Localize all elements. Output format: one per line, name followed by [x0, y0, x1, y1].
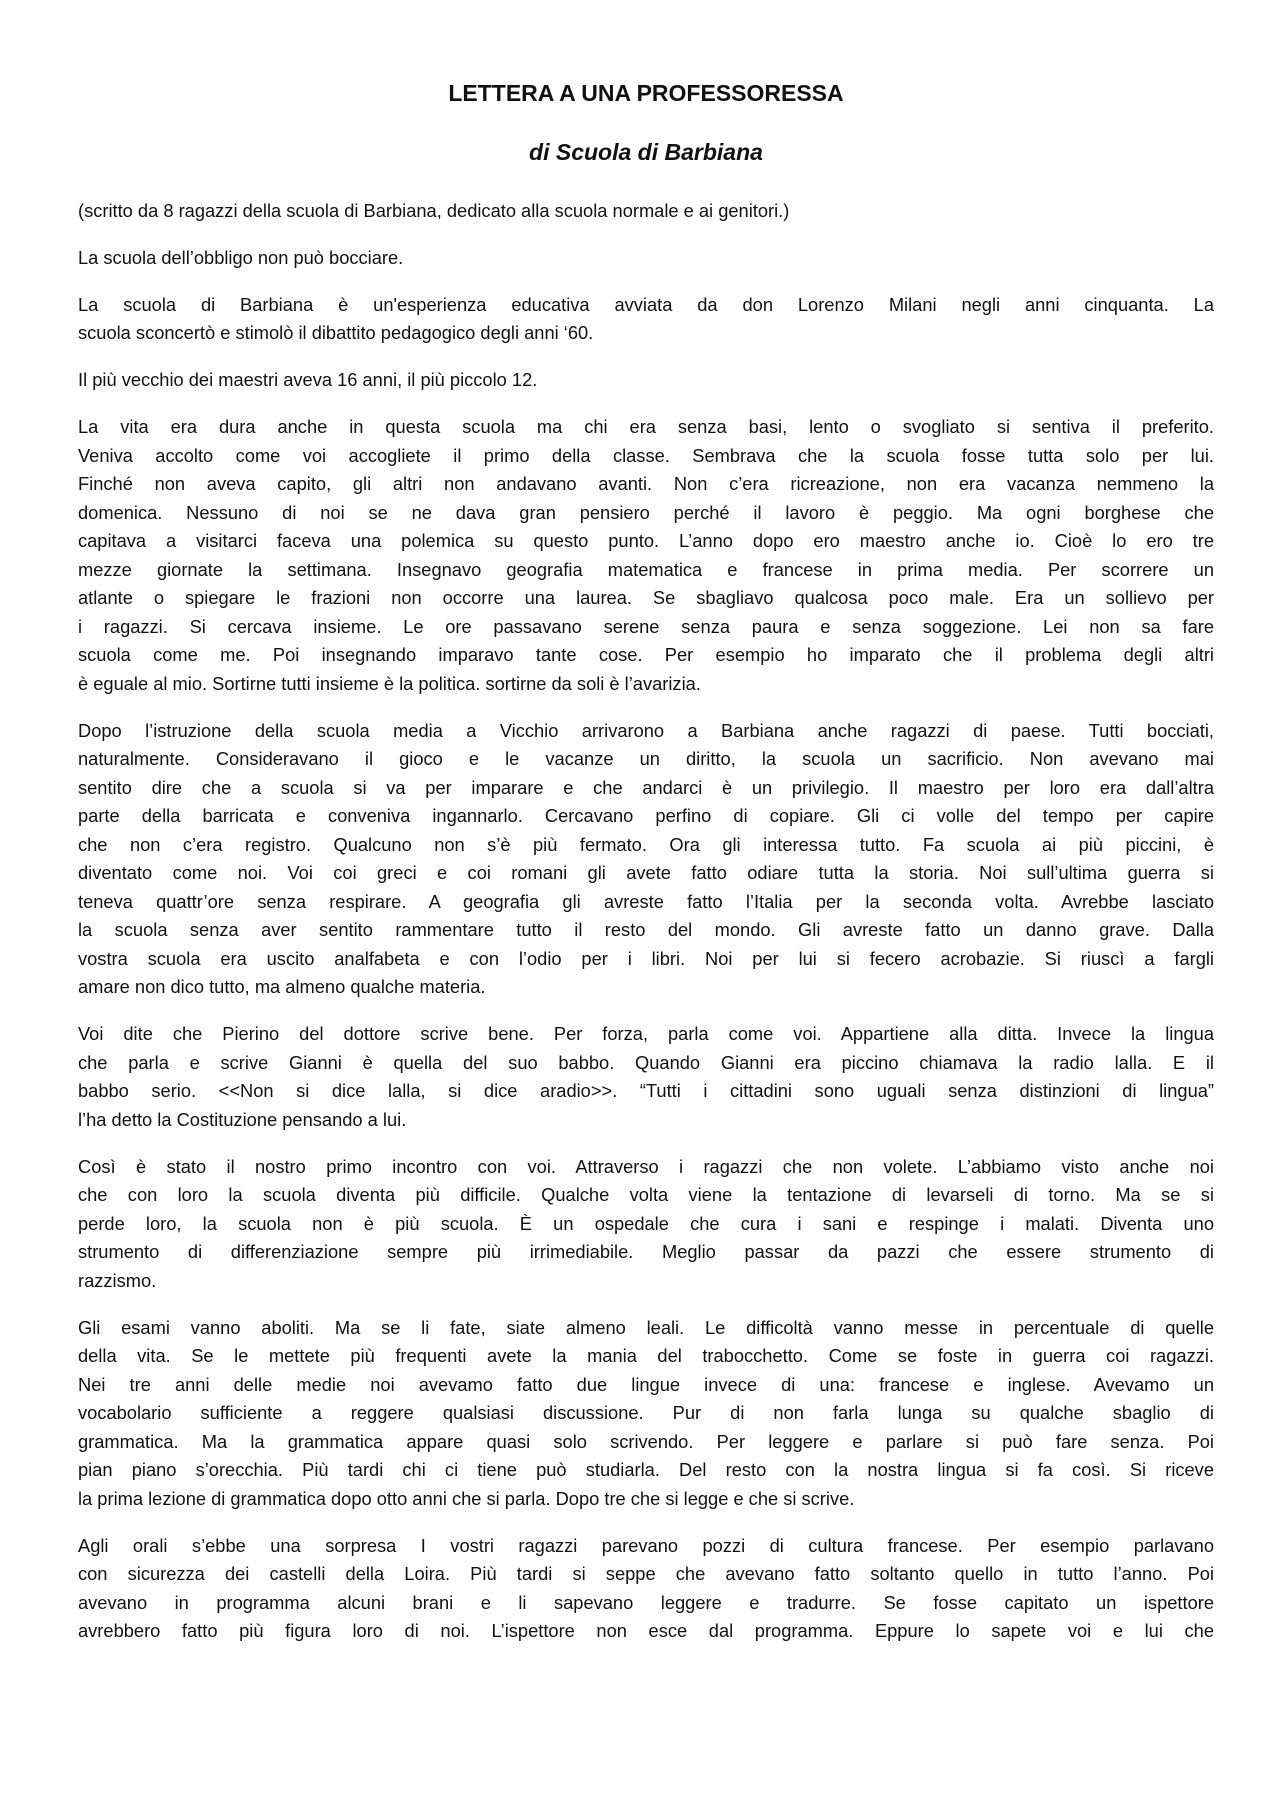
- text-line: Gli esami vanno aboliti. Ma se li fate, siate almeno leali. Le difficoltà vanno messe in percentuale di quelle: [78, 1316, 1214, 1338]
- text-line: avrebbero fatto più figura loro di noi. L’ispettore non esce dal programma. Eppure lo sapete voi e lui che: [78, 1620, 1214, 1642]
- text-line: sentito dire che a scuola si va per imparare e che andarci è un privilegio. Il maestro per loro era dall’altra: [78, 776, 1214, 798]
- document-page: [78, 0, 1214, 1664]
- text-line: (scritto da 8 ragazzi della scuola di Barbiana, dedicato alla scuola normale e ai genitori.): [78, 199, 790, 221]
- text-line: pian piano s’orecchia. Più tardi chi ci tiene può studiarla. Del resto con la nostra lingua si fa così. Si riceve: [78, 1459, 1214, 1481]
- text-line: naturalmente. Consideravano il gioco e le vacanze un diritto, la scuola un sacrificio. Non avevano mai: [78, 748, 1214, 770]
- text-line: parte della barricata e conveniva ingannarlo. Cercavano perfino di copiare. Gli ci volle del tempo per capire: [78, 805, 1214, 827]
- text-line: La vita era dura anche in questa scuola ma chi era senza basi, lento o svogliato si sentiva il preferito.: [78, 416, 1214, 438]
- text-line: razzismo.: [78, 1269, 157, 1291]
- text-line: Dopo l’istruzione della scuola media a Vicchio arrivarono a Barbiana anche ragazzi di paese. Tutti bocciati,: [78, 719, 1214, 741]
- text-line: la scuola senza aver sentito rammentare tutto il resto del mondo. Gli avreste fatto un danno grave. Dalla: [78, 919, 1214, 941]
- text-line: strumento di differenziazione sempre più irrimediabile. Meglio passar da pazzi che essere strumento di: [78, 1241, 1214, 1263]
- text-line: che non c’era registro. Qualcuno non s’è più fermato. Ora gli interessa tutto. Fa scuola ai più piccini, è: [78, 833, 1214, 855]
- text-line: della vita. Se le mettete più frequenti avete la mania del trabocchetto. Come se foste in guerra coi ragazzi.: [78, 1345, 1214, 1367]
- text-line: Nei tre anni delle medie noi avevamo fatto due lingue invece di una: francese e inglese. Avevamo un: [78, 1373, 1214, 1395]
- text-line: con sicurezza dei castelli della Loira. Più tardi si seppe che avevano fatto soltanto quello in tutto l’anno. Poi: [78, 1563, 1214, 1585]
- paragraph: [78, 366, 1214, 395]
- text-line: vostra scuola era uscito analfabeta e con l’odio per i libri. Noi per lui si fecero acrobazie. Si riuscì a fargli: [78, 947, 1214, 969]
- paragraph: [78, 1020, 1214, 1134]
- text-line: perde loro, la scuola non è più scuola. È un ospedale che cura i sani e respinge i malati. Diventa uno: [78, 1212, 1214, 1234]
- document-body: [78, 197, 1214, 1646]
- paragraph: [78, 197, 1214, 226]
- text-line: Agli orali s’ebbe una sorpresa I vostri ragazzi parevano pozzi di cultura francese. Per esempio parlavano: [78, 1534, 1214, 1556]
- text-line: scuola sconcertò e stimolò il dibattito pedagogico degli anni ‘60.: [78, 322, 594, 344]
- text-line: Veniva accolto come voi accogliete il primo della classe. Sembrava che la scuola fosse tutta solo per lui.: [78, 444, 1214, 466]
- text-line: Così è stato il nostro primo incontro con voi. Attraverso i ragazzi che non volete. L’abbiamo visto anche noi: [78, 1155, 1214, 1177]
- text-line: amare non dico tutto, ma almeno qualche materia.: [78, 976, 486, 998]
- text-line: che parla e scrive Gianni è quella del suo babbo. Quando Gianni era piccino chiamava la radio lalla. E il: [78, 1051, 1214, 1073]
- document-subtitle: di Scuola di Barbiana: [529, 139, 763, 165]
- paragraph: [78, 717, 1214, 1002]
- document-title: LETTERA A UNA PROFESSORESSA: [448, 80, 844, 106]
- text-line: scuola come me. Poi insegnando imparavo tante cose. Per esempio ho imparato che il problema degli altri: [78, 644, 1214, 666]
- paragraph: [78, 244, 1214, 273]
- text-line: i ragazzi. Si cercava insieme. Le ore passavano serene senza paura e senza soggezione. Lei non sa fare: [78, 615, 1214, 637]
- text-line: La scuola di Barbiana è un'esperienza educativa avviata da don Lorenzo Milani negli anni cinquanta. La: [78, 293, 1214, 315]
- text-line: che con loro la scuola diventa più difficile. Qualche volta viene la tentazione di levarseli di torno. Ma se si: [78, 1184, 1214, 1206]
- text-line: capitava a visitarci faceva una polemica su questo punto. L’anno dopo ero maestro anche io. Cioè lo ero tre: [78, 530, 1214, 552]
- text-line: atlante o spiegare le frazioni non occorre una laurea. Se sbagliavo qualcosa poco male. Era un sollievo per: [78, 587, 1214, 609]
- text-line: mezze giornate la settimana. Insegnavo geografia matematica e francese in prima media. Per scorrere un: [78, 558, 1214, 580]
- text-line: vocabolario sufficiente a reggere qualsiasi discussione. Pur di non farla lunga su qualche sbaglio di: [78, 1402, 1214, 1424]
- paragraph: [78, 1314, 1214, 1514]
- text-line: avevano in programma alcuni brani e li sapevano leggere e tradurre. Se fosse capitato un ispettore: [78, 1591, 1214, 1613]
- text-line: la prima lezione di grammatica dopo otto anni che si parla. Dopo tre che si legge e che si scrive.: [78, 1487, 855, 1509]
- text-line: La scuola dell’obbligo non può bocciare.: [78, 246, 404, 268]
- paragraph: [78, 1532, 1214, 1646]
- text-line: è eguale al mio. Sortirne tutti insieme è la politica. sortirne da soli è l’avarizia.: [78, 672, 701, 694]
- paragraph: [78, 291, 1214, 348]
- text-line: Finché non aveva capito, gli altri non andavano avanti. Non c’era ricreazione, non era vacanza nemmeno la: [78, 473, 1214, 495]
- text-line: diventato come noi. Voi coi greci e coi romani gli avete fatto odiare tutta la storia. Noi sull’ultima guerra si: [78, 862, 1214, 884]
- paragraph: [78, 1153, 1214, 1296]
- text-line: Il più vecchio dei maestri aveva 16 anni, il più piccolo 12.: [78, 369, 538, 391]
- paragraph: [78, 413, 1214, 698]
- text-line: grammatica. Ma la grammatica appare quasi solo scrivendo. Per leggere e parlare si può fare senza. Poi: [78, 1430, 1214, 1452]
- text-line: l’ha detto la Costituzione pensando a lui.: [78, 1108, 407, 1130]
- text-line: teneva quattr’ore senza respirare. A geografia gli avreste fatto l’Italia per la seconda volta. Avrebbe lasciato: [78, 890, 1214, 912]
- text-line: babbo serio. <<Non si dice lalla, si dice aradio>>. “Tutti i cittadini sono uguali senza distinzioni di lingua”: [78, 1080, 1214, 1102]
- text-line: domenica. Nessuno di noi se ne dava gran pensiero perché il lavoro è peggio. Ma ogni borghese che: [78, 501, 1214, 523]
- text-line: Voi dite che Pierino del dottore scrive bene. Per forza, parla come voi. Appartiene alla ditta. Invece la lingua: [78, 1023, 1214, 1045]
